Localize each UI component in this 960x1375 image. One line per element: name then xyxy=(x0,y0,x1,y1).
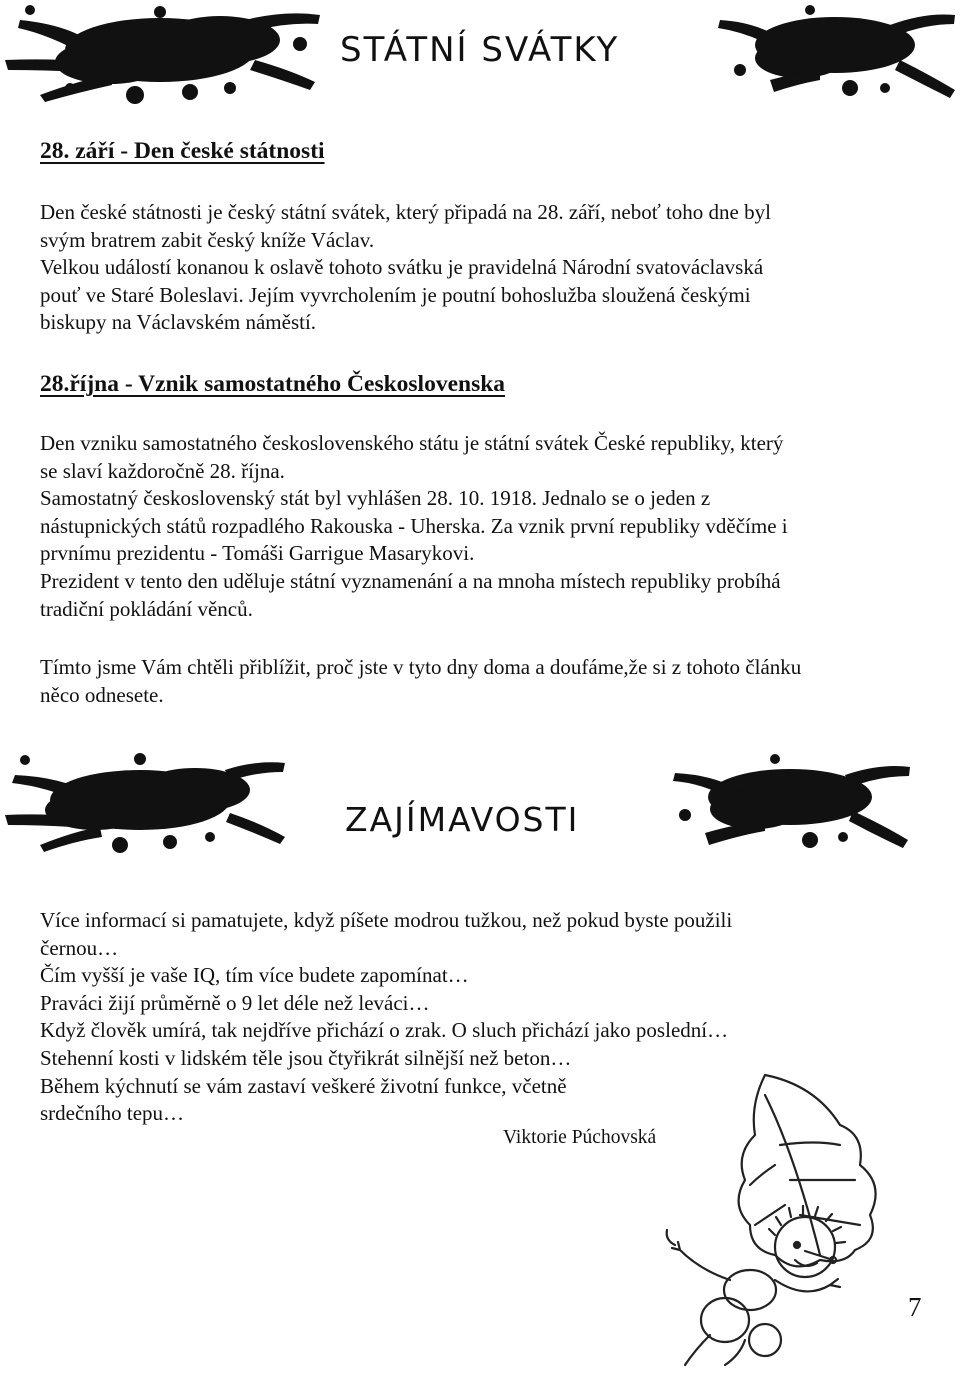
text-line: prvnímu prezidentu - Tomáši Garrigue Masarykovi. xyxy=(40,541,475,566)
ink-splat-icon xyxy=(710,0,960,110)
text-line: biskupy na Václavském náměstí. xyxy=(40,310,317,335)
closing-paragraph xyxy=(40,654,940,709)
section-heading-statehood: 28. září - Den české státnosti xyxy=(40,138,325,164)
text-line: Samostatný československý stát byl vyhlášen 28. 10. 1918. Jednalo se o jeden z xyxy=(40,486,711,511)
list-item: Čím vyšší je vaše IQ, tím více budete zapomínat… xyxy=(40,963,469,988)
page-number: 7 xyxy=(908,1292,922,1322)
list-item: Když člověk umírá, tak nejdříve přichází o zrak. O sluch přichází jako poslední… xyxy=(40,1018,729,1043)
text-line: se slaví každoročně 28. října. xyxy=(40,458,285,483)
list-item: srdečního tepu… xyxy=(40,1101,185,1126)
text-line: Prezident v tento den uděluje státní vyznamenání a na mnoha místech republiky probíhá xyxy=(40,568,781,593)
author-signature: Viktorie Púchovská xyxy=(503,1127,657,1148)
text-line: nástupnických států rozpadlého Rakouska - Uherska. Za vznik první republiky vděčíme i xyxy=(40,513,788,538)
text-line: tradiční pokládání věnců. xyxy=(40,596,253,621)
statehood-paragraph xyxy=(40,199,940,337)
leaf-character-icon xyxy=(655,1065,905,1370)
ink-splat-icon xyxy=(0,0,330,110)
ink-splat-icon xyxy=(665,745,915,855)
section-title-interesting: ZAJÍMAVOSTI xyxy=(345,800,580,839)
list-item: černou… xyxy=(40,935,119,960)
list-item: Během kýchnutí se vám zastaví veškeré životní funkce, včetně xyxy=(40,1073,567,1098)
text-line: svým bratrem zabit český kníže Václav. xyxy=(40,227,375,252)
text-line: Tímto jsme Vám chtěli přiblížit, proč jste v tyto dny doma a doufáme,že si z tohoto článku xyxy=(40,655,802,679)
page-title: STÁTNÍ SVÁTKY xyxy=(340,30,620,70)
list-item: Stehenní kosti v lidském těle jsou čtyřikrát silnější než beton… xyxy=(40,1045,572,1070)
section-heading-czechoslovakia: 28.října - Vznik samostatného Československa xyxy=(40,371,506,397)
text-line: Den vzniku samostatného československého státu je státní svátek České republiky, který xyxy=(40,431,784,455)
list-item: Více informací si pamatujete, když píšete modrou tužkou, než pokud byste použili xyxy=(40,908,733,932)
text-line: něco odnesete. xyxy=(40,682,164,707)
text-line: Velkou událostí konanou k oslavě tohoto svátku je pravidelná Národní svatováclavská xyxy=(40,255,764,280)
ink-splat-icon xyxy=(0,745,290,855)
text-line: Den české státnosti je český státní svátek, který připadá na 28. září, neboť toho dne byl xyxy=(40,200,771,224)
czechoslovakia-paragraph xyxy=(40,430,940,623)
text-line: pouť ve Staré Boleslavi. Jejím vyvrcholením je poutní bohoslužba sloužená českými xyxy=(40,282,751,307)
list-item: Praváci žijí průměrně o 9 let déle než leváci… xyxy=(40,990,430,1015)
